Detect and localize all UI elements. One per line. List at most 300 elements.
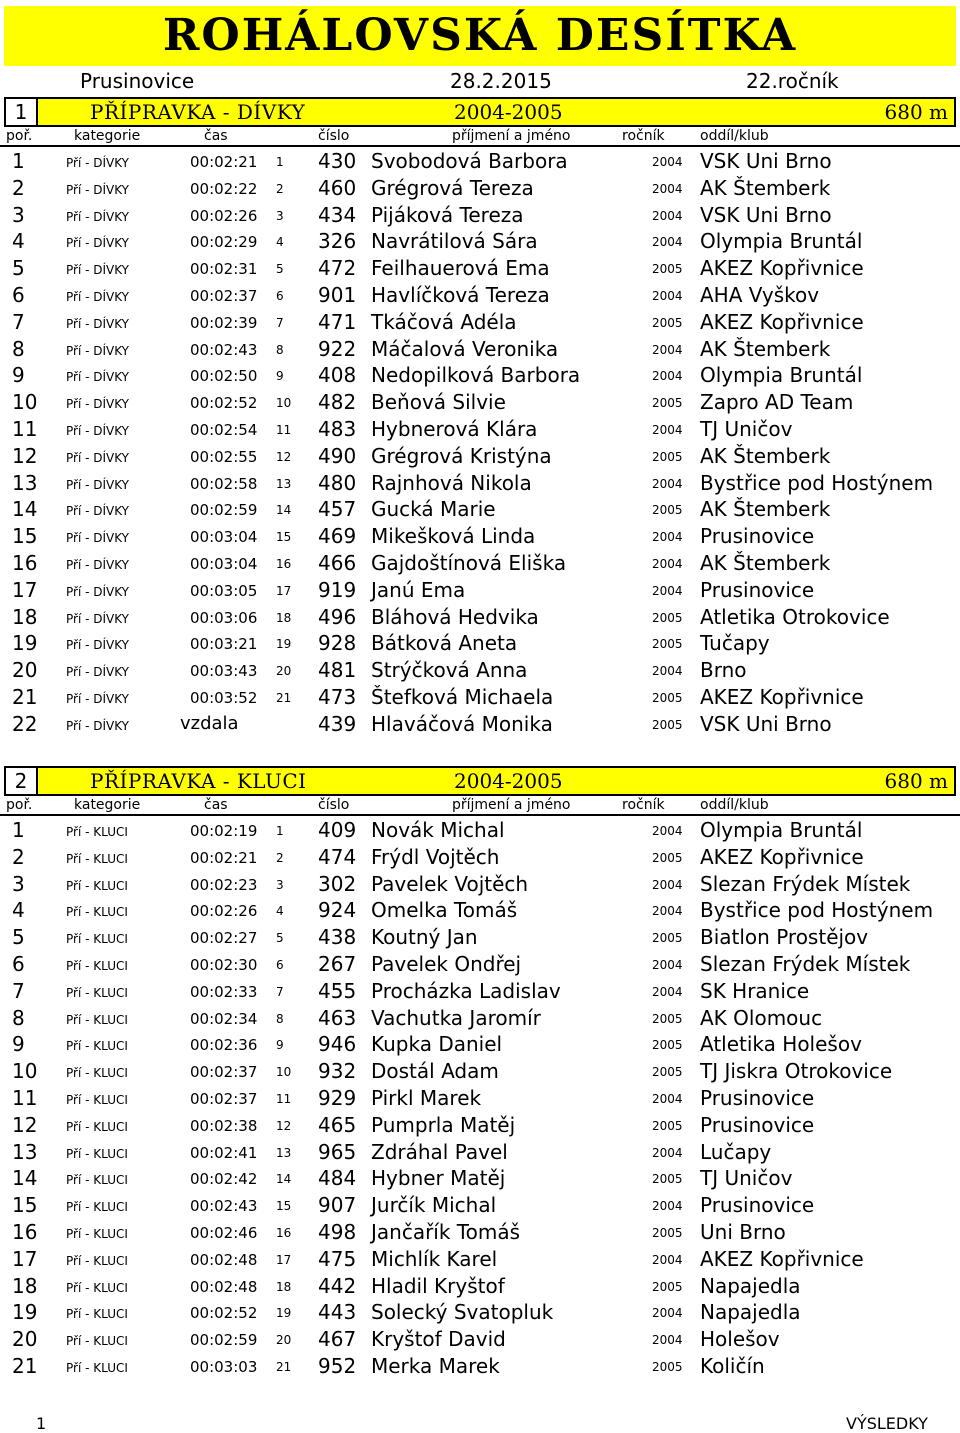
cell-category: Pří - DÍVKY [66,584,130,599]
table-row [0,603,960,630]
cell-name: Navrátilová Sára [371,229,538,254]
cell-club: Uni Brno [700,1219,786,1244]
cell-club: AK Štemberk [700,336,831,361]
cell-club: AKEZ Kopřivnice [700,256,864,281]
table-row [0,656,960,683]
cell-bib: 460 [318,175,357,200]
cell-club: Olympia Bruntál [700,229,863,254]
cell-bib: 302 [318,871,357,896]
cell-category: Pří - KLUCI [66,905,128,920]
cell-club: Količín [700,1353,765,1378]
table-row [0,683,960,710]
cell-category: Pří - DÍVKY [66,611,130,626]
cell-year: 2004 [652,235,683,250]
cell-order: 13 [276,1145,292,1160]
table-row [0,254,960,281]
cell-club: Napajedla [700,1273,801,1298]
cell-order: 17 [276,1252,292,1267]
cell-bib: 929 [318,1085,357,1110]
cell-position: 17 [12,577,38,602]
cell-order: 17 [276,583,292,598]
cell-category: Pří - DÍVKY [66,263,130,278]
cell-bib: 924 [318,898,357,923]
cell-name: Grégrová Kristýna [371,443,552,468]
cell-category: Pří - KLUCI [66,1200,128,1215]
cell-position: 8 [12,336,25,361]
cell-position: 2 [12,175,25,200]
cell-bib: 438 [318,925,357,950]
cell-bib: 484 [318,1166,357,1191]
event-place: Prusinovice [80,69,195,93]
cell-category: Pří - DÍVKY [66,450,130,465]
cell-bib: 408 [318,363,357,388]
column-header-category: kategorie [74,128,141,144]
cell-club: Biatlon Prostějov [700,925,869,950]
cell-bib: 481 [318,658,357,683]
cell-club: Slezan Frýdek Místek [700,951,911,976]
cell-order: 11 [276,1091,292,1106]
cell-bib: 474 [318,844,357,869]
cell-time: 00:03:21 [190,635,258,654]
cell-club: AKEZ Kopřivnice [700,844,864,869]
cell-category: Pří - DÍVKY [66,691,130,706]
cell-year: 2005 [652,1225,683,1240]
cell-category: Pří - DÍVKY [66,156,130,170]
cell-position: 12 [12,1112,38,1137]
cell-position: 3 [12,202,25,227]
cell-bib: 952 [318,1353,357,1378]
cell-name: Máčalová Veronika [371,336,559,361]
cell-bib: 469 [318,524,357,549]
cell-time: 00:03:04 [190,528,258,547]
cell-position: 18 [12,1273,38,1298]
cell-order: 21 [276,690,292,705]
cell-time: 00:02:58 [190,474,258,493]
page-title: ROHÁLOVSKÁ DESÍTKA [162,10,798,61]
cell-bib: 457 [318,497,357,522]
section-number: 2 [6,768,38,794]
cell-year: 2005 [652,1172,683,1187]
table-row [0,1325,960,1352]
cell-time: 00:03:04 [190,554,258,573]
cell-name: Jančařík Tomáš [371,1219,521,1244]
cell-category: Pří - DÍVKY [66,397,130,412]
cell-year: 2004 [652,957,683,972]
cell-order: 5 [276,931,284,946]
cell-name: Havlíčková Tereza [371,282,550,307]
cell-time: 00:02:39 [190,313,258,332]
cell-time: 00:02:46 [190,1223,258,1242]
cell-time: 00:03:05 [190,581,258,600]
cell-order: 2 [276,850,284,865]
cell-time: 00:03:06 [190,608,258,627]
cell-name: Gucká Marie [371,497,496,522]
cell-position: 7 [12,978,25,1003]
cell-bib: 439 [318,711,357,736]
cell-time: 00:02:21 [190,848,258,867]
cell-position: 13 [12,470,38,495]
cell-category: Pří - KLUCI [66,1253,128,1268]
cell-category: Pří - KLUCI [66,1012,128,1027]
cell-position: 11 [12,1085,38,1110]
cell-bib: 922 [318,336,357,361]
cell-bib: 480 [318,470,357,495]
table-row [0,335,960,362]
cell-club: Napajedla [700,1300,801,1325]
cell-name: Beňová Silvie [371,390,506,415]
cell-time: 00:02:59 [190,501,258,520]
cell-order: 3 [276,877,284,892]
cell-bib: 465 [318,1112,357,1137]
cell-name: Feilhauerová Ema [371,256,550,281]
cell-year: 2004 [652,1306,683,1321]
cell-category: Pří - DÍVKY [66,370,130,385]
cell-name: Novák Michal [371,818,505,842]
cell-order: 20 [276,664,292,679]
cell-position: 15 [12,524,38,549]
cell-bib: 946 [318,1032,357,1057]
column-header-time: čas [204,797,228,813]
cell-time: 00:02:42 [190,1170,258,1189]
table-row [0,1030,960,1057]
cell-order: 15 [276,530,292,545]
cell-name: Jurčík Michal [371,1193,497,1218]
cell-bib: 326 [318,229,357,254]
section-distance: 680 m [884,769,948,793]
cell-club: AKEZ Kopřivnice [700,684,864,709]
cell-name: Bátková Aneta [371,631,518,656]
cell-year: 2005 [652,262,683,277]
cell-order: 16 [276,556,292,571]
cell-year: 2005 [652,1065,683,1080]
column-header-year: ročník [622,128,665,144]
table-row [0,923,960,950]
section-years: 2004-2005 [454,100,563,124]
cell-order: 14 [276,503,292,518]
cell-order: 4 [276,904,284,919]
table-row [0,1245,960,1272]
cell-category: Pří - DÍVKY [66,423,130,438]
column-header-club: oddíl/klub [700,128,769,144]
table-row [0,1111,960,1138]
cell-year: 2004 [652,824,683,838]
cell-time: 00:02:31 [190,260,258,279]
cell-bib: 430 [318,149,357,173]
cell-name: Pumprla Matěj [371,1112,516,1137]
cell-order: 1 [276,824,284,838]
cell-position: 6 [12,951,25,976]
cell-position: 10 [12,1059,38,1084]
cell-name: Mikešková Linda [371,524,536,549]
cell-club: Prusinovice [700,524,815,549]
cell-time: 00:02:43 [190,340,258,359]
cell-name: Procházka Ladislav [371,978,561,1003]
cell-name: Nedopilková Barbora [371,363,581,388]
cell-club: AHA Vyškov [700,282,820,307]
cell-club: Atletika Holešov [700,1032,862,1057]
table-row [0,415,960,442]
cell-position: 9 [12,1032,25,1057]
cell-bib: 267 [318,951,357,976]
cell-time: vzdala [180,712,239,734]
cell-order: 9 [276,369,284,384]
cell-year: 2005 [652,315,683,330]
cell-name: Hybner Matěj [371,1166,506,1191]
cell-name: Janú Ema [371,577,466,602]
cell-order: 13 [276,476,292,491]
cell-year: 2004 [652,1145,683,1160]
cell-order: 2 [276,181,284,196]
cell-year: 2005 [652,1011,683,1026]
cell-time: 00:02:59 [190,1331,258,1350]
event-info [0,66,960,96]
cell-name: Pijáková Tereza [371,202,524,227]
table-row [0,495,960,522]
cell-category: Pří - KLUCI [66,1334,128,1349]
cell-category: Pří - DÍVKY [66,531,130,546]
cell-category: Pří - DÍVKY [66,182,130,197]
cell-position: 17 [12,1246,38,1271]
table-row [0,1352,960,1379]
cell-club: TJ Uničov [700,1166,793,1191]
cell-club: Prusinovice [700,1112,815,1137]
cell-name: Frýdl Vojtěch [371,844,500,869]
cell-bib: 442 [318,1273,357,1298]
cell-bib: 932 [318,1059,357,1084]
cell-order: 4 [276,235,284,250]
cell-order: 15 [276,1199,292,1214]
cell-time: 00:02:36 [190,1036,258,1055]
cell-bib: 467 [318,1327,357,1352]
cell-position: 13 [12,1139,38,1164]
cell-order: 20 [276,1333,292,1348]
cell-order: 19 [276,637,292,652]
cell-name: Dostál Adam [371,1059,499,1084]
cell-club: AK Štemberk [700,550,831,575]
table-row [0,1191,960,1218]
cell-category: Pří - KLUCI [66,1280,128,1295]
cell-club: Lučapy [700,1139,772,1164]
cell-bib: 475 [318,1246,357,1271]
cell-name: Bláhová Hedvika [371,604,539,629]
cell-position: 12 [12,443,38,468]
table-row [0,1057,960,1084]
cell-year: 2004 [652,1333,683,1348]
cell-time: 00:03:03 [190,1357,258,1376]
cell-time: 00:02:27 [190,929,258,948]
cell-club: VSK Uni Brno [700,149,832,173]
cell-position: 10 [12,390,38,415]
cell-category: Pří - DÍVKY [66,638,130,653]
cell-time: 00:02:48 [190,1250,258,1269]
cell-name: Omelka Tomáš [371,898,518,923]
table-row [0,522,960,549]
cell-category: Pří - KLUCI [66,1173,128,1188]
cell-order: 14 [276,1172,292,1187]
cell-position: 11 [12,416,38,441]
cell-name: Kryštof David [371,1327,506,1352]
cell-club: Brno [700,658,747,683]
cell-order: 11 [276,422,292,437]
table-row [0,576,960,603]
cell-club: Prusinovice [700,1085,815,1110]
column-header-bib: číslo [318,128,350,144]
cell-category: Pří - KLUCI [66,1146,128,1161]
cell-year: 2005 [652,931,683,946]
cell-position: 1 [12,818,25,842]
cell-position: 3 [12,871,25,896]
cell-name: Hladil Kryštof [371,1273,505,1298]
cell-bib: 498 [318,1219,357,1244]
cell-order: 21 [276,1359,292,1374]
cell-name: Vachutka Jaromír [371,1005,541,1030]
cell-club: AKEZ Kopřivnice [700,309,864,334]
cell-year: 2005 [652,503,683,518]
cell-order: 18 [276,610,292,625]
cell-name: Tkáčová Adéla [371,309,517,334]
cell-time: 00:02:37 [190,1063,258,1082]
cell-name: Kupka Daniel [371,1032,503,1057]
column-header-bib: číslo [318,797,350,813]
column-header-club: oddíl/klub [700,797,769,813]
cell-year: 2005 [652,610,683,625]
cell-club: VSK Uni Brno [700,711,832,736]
cell-position: 14 [12,497,38,522]
cell-time: 00:02:37 [190,286,258,305]
cell-position: 19 [12,631,38,656]
cell-order: 3 [276,208,284,223]
cell-bib: 443 [318,1300,357,1325]
cell-year: 2004 [652,342,683,357]
table-row [0,1138,960,1165]
cell-bib: 965 [318,1139,357,1164]
cell-order: 6 [276,957,284,972]
cell-name: Štefková Michaela [371,684,554,709]
cell-club: Slezan Frýdek Místek [700,871,911,896]
table-row [0,201,960,228]
cell-order: 6 [276,288,284,303]
cell-year: 2005 [652,850,683,865]
cell-club: Zapro AD Team [700,390,854,415]
cell-name: Grégrová Tereza [371,175,534,200]
cell-year: 2005 [652,1038,683,1053]
cell-year: 2004 [652,984,683,999]
cell-bib: 919 [318,577,357,602]
footer-label: VÝSLEDKY [846,1414,928,1433]
cell-time: 00:02:41 [190,1143,258,1162]
table-row [0,361,960,388]
cell-bib: 472 [318,256,357,281]
cell-category: Pří - KLUCI [66,1226,128,1241]
cell-year: 2005 [652,1279,683,1294]
table-row [0,950,960,977]
table-row [0,281,960,308]
section-years: 2004-2005 [454,769,563,793]
cell-position: 18 [12,604,38,629]
cell-order: 1 [276,155,284,169]
cell-position: 2 [12,844,25,869]
cell-club: Holešov [700,1327,780,1352]
cell-order: 16 [276,1225,292,1240]
table-row [0,816,960,843]
cell-order: 12 [276,449,292,464]
table-row [0,1298,960,1325]
cell-time: 00:02:48 [190,1277,258,1296]
cell-time: 00:02:37 [190,1089,258,1108]
cell-category: Pří - KLUCI [66,878,128,893]
page-number: 1 [36,1414,47,1433]
table-row [0,1084,960,1111]
cell-bib: 483 [318,416,357,441]
cell-name: Gajdoštínová Eliška [371,550,567,575]
cell-position: 16 [12,1219,38,1244]
column-header-pos: poř. [6,797,33,813]
cell-category: Pří - DÍVKY [66,209,130,224]
cell-name: Svobodová Barbora [371,149,568,173]
cell-club: AK Štemberk [700,497,831,522]
section-name: PŘÍPRAVKA - KLUCI [90,769,307,793]
cell-year: 2004 [652,476,683,491]
table-row [0,174,960,201]
cell-bib: 901 [318,282,357,307]
table-row [0,1218,960,1245]
cell-category: Pří - KLUCI [66,1092,128,1107]
cell-club: Olympia Bruntál [700,818,863,842]
cell-club: VSK Uni Brno [700,202,832,227]
cell-position: 21 [12,684,38,709]
cell-bib: 455 [318,978,357,1003]
cell-year: 2004 [652,155,683,169]
column-header-name: příjmení a jméno [452,797,571,813]
results-section-girls [0,97,960,737]
cell-category: Pří - KLUCI [66,985,128,1000]
cell-year: 2005 [652,637,683,652]
cell-time: 00:02:22 [190,179,258,198]
cell-position: 8 [12,1005,25,1030]
cell-position: 16 [12,550,38,575]
cell-name: Pavelek Ondřej [371,951,522,976]
table-row [0,629,960,656]
column-header-name: příjmení a jméno [452,128,571,144]
cell-order: 7 [276,315,284,330]
event-date: 28.2.2015 [450,69,552,93]
table-row [0,227,960,254]
cell-position: 22 [12,711,38,736]
cell-name: Merka Marek [371,1353,500,1378]
cell-order: 7 [276,984,284,999]
cell-year: 2005 [652,1118,683,1133]
cell-year: 2004 [652,877,683,892]
table-row [0,870,960,897]
column-header-time: čas [204,128,228,144]
cell-time: 00:03:52 [190,688,258,707]
cell-club: TJ Uničov [700,416,793,441]
table-row [0,388,960,415]
cell-club: Olympia Bruntál [700,363,863,388]
cell-position: 19 [12,1300,38,1325]
cell-bib: 466 [318,550,357,575]
cell-club: Prusinovice [700,1193,815,1218]
column-header-pos: poř. [6,128,33,144]
cell-year: 2004 [652,1199,683,1214]
cell-position: 7 [12,309,25,334]
cell-time: 00:02:55 [190,447,258,466]
cell-time: 00:02:52 [190,394,258,413]
cell-category: Pří - DÍVKY [66,316,130,331]
table-row [0,710,960,737]
cell-club: Prusinovice [700,577,815,602]
cell-name: Koutný Jan [371,925,478,950]
